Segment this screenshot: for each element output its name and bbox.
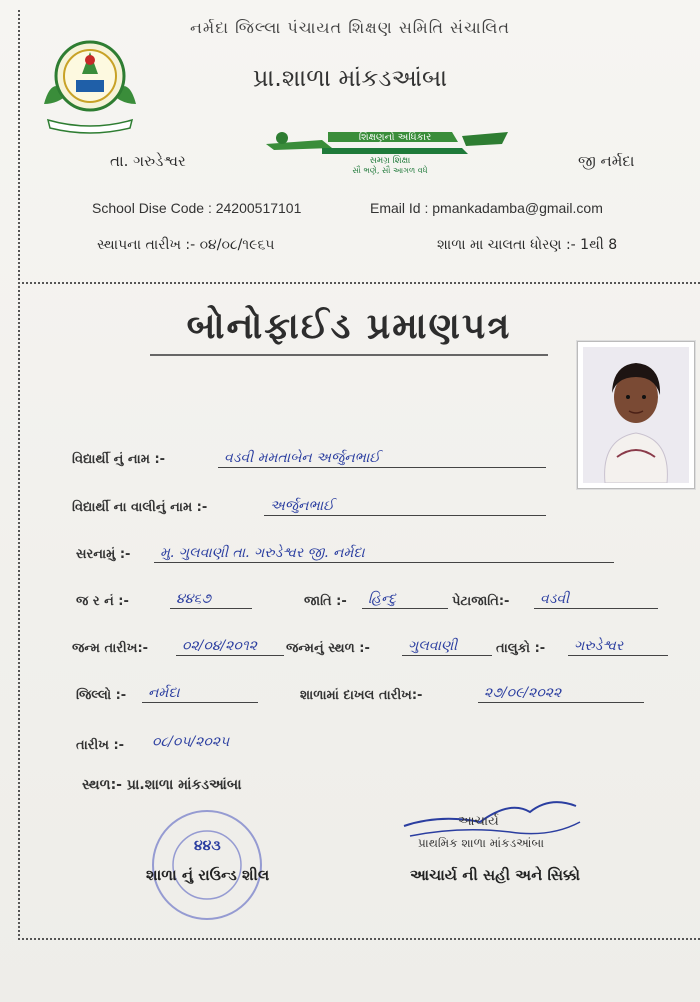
subcaste-value: વડવી (534, 591, 658, 609)
taluka-value: ગરુડેશ્વર (568, 638, 668, 656)
school-name: પ્રા.શાળા માંકડઆંબા (252, 64, 448, 92)
place-line: સ્થળ:- પ્રા.શાળા માંકડઆંબા (82, 777, 242, 793)
student-photo (577, 341, 695, 489)
header-divider (18, 282, 700, 284)
standards-offered: શાળા મા ચાલતા ધોરણ :- 1થી 8 (437, 237, 618, 253)
address-value: મુ. ગુલવાણી તા. ગરુડેશ્વર જી. નર્મદા (154, 545, 614, 563)
birthplace-label: જન્મનું સ્થળ :- (286, 641, 370, 656)
established-date: સ્થાપના તારીખ :- ૦૪/૦૮/૧૯૬૫ (97, 237, 275, 253)
date-value: ૦૮/૦૫/૨૦૨૫ (152, 734, 230, 750)
footer-divider (18, 938, 700, 940)
caste-label: જાતિ :- (304, 594, 347, 609)
principal-sign-label: આચાર્ય ની સહી અને સિક્કો (410, 866, 581, 884)
subcaste-label: પેટાજાતિ:- (452, 594, 510, 609)
student-name-value: વડવી મમતાબેન અર્જુનભાઈ (218, 450, 546, 468)
student-name-label: વિદ્યાર્થી નું નામ :- (72, 452, 166, 467)
admission-date-label: શાળામાં દાખલ તારીખ:- (300, 688, 423, 703)
banner-line3: સૌ ભણે, સૌ આગળ વધે (352, 166, 428, 175)
birthplace-value: ગુલવાણી (402, 638, 492, 656)
dob-label: જન્મ તારીખ:- (72, 641, 149, 656)
admission-date-value: ૨૭/૦૯/૨૦૨૨ (478, 685, 644, 703)
parent-name-label: વિદ્યાર્થી ના વાલીનું નામ :- (72, 500, 208, 515)
round-seal-label: શાળા નું રાઉન્ડ શીલ (146, 866, 270, 884)
school-round-stamp (148, 806, 266, 924)
principal-stamp-school: પ્રાથમિક શાળા માંકડઆંબા (418, 836, 545, 850)
gr-no-value: ૪૪૬૭ (170, 591, 252, 609)
taluka-label: તા. ગરુડેશ્વર (110, 152, 186, 170)
date-label: તારીખ :- (76, 738, 125, 753)
district-field-label: જિલ્લો :- (76, 688, 127, 703)
school-email: Email Id : pmankadamba@gmail.com (370, 200, 603, 216)
certificate-title: બોનોફાઈડ પ્રમાણપત્ર (150, 306, 548, 356)
principal-stamp-title: આચાર્ય (458, 814, 499, 829)
dob-value: ૦૨/૦૪/૨૦૧૨ (176, 638, 284, 656)
trust-line: નર્મદા જિલ્લા પંચાયત શિક્ષણ સમિતિ સંચાલિત (189, 18, 511, 37)
district-label: જી નર્મદા (578, 152, 635, 170)
parent-name-value: અર્જુનભાઈ (264, 498, 546, 516)
stamp-number: ૪૪૩ (194, 838, 221, 854)
principal-signature (400, 792, 600, 872)
banner-line2: સમગ્ર શિક્ષા (369, 156, 411, 166)
gr-no-label: જ ર નં :- (76, 594, 129, 609)
dise-code: School Dise Code : 24200517101 (92, 200, 302, 216)
district-value: નર્મદા (142, 685, 258, 703)
banner-line1: શિક્ષણનો અધિકાર (358, 132, 432, 143)
taluka-field-label: તાલુકો :- (496, 641, 546, 656)
school-emblem-icon (38, 34, 142, 134)
address-label: સરનામું :- (76, 547, 131, 562)
frame-border-left (18, 10, 20, 940)
caste-value: હિન્દુ (362, 591, 448, 609)
